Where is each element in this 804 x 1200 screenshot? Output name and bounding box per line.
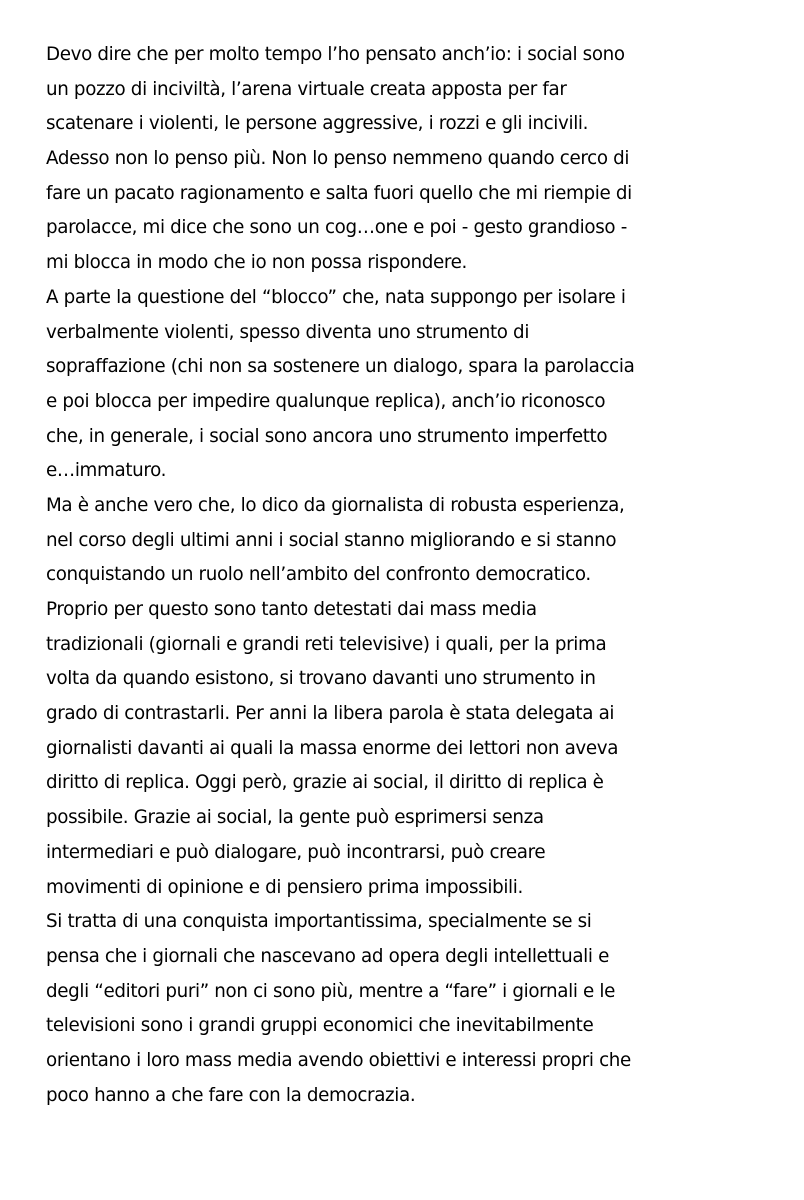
text-line: possibile. Grazie ai social, la gente può esprimersi senza: [46, 807, 544, 829]
text-line: Adesso non lo penso più. Non lo penso nemmeno quando cerco di: [46, 148, 630, 170]
text-line: Devo dire che per molto tempo l’ho pensato anch’io: i social sono: [46, 44, 625, 65]
text-line: diritto di replica. Oggi però, grazie ai social, il diritto di replica è: [46, 772, 604, 794]
text-line: degli “editori puri” non ci sono più, mentre a “fare” i giornali e le: [46, 980, 615, 1002]
text-line: giornalisti davanti ai quali la massa enorme dei lettori non aveva: [46, 737, 619, 759]
text-line: movimenti di opinione e di pensiero prima impossibili.: [46, 876, 523, 898]
text-line: grado di contrastarli. Per anni la libera parola è stata delegata ai: [46, 703, 615, 725]
text-line: nel corso degli ultimi anni i social stanno migliorando e si stanno: [46, 529, 617, 551]
text-line: poco hanno a che fare con la democrazia.: [46, 1084, 416, 1106]
text-line: un pozzo di inciviltà, l’arena virtuale creata apposta per far: [46, 78, 567, 100]
text-line: scatenare i violenti, le persone aggressive, i rozzi e gli incivili.: [46, 113, 589, 135]
text-line: Ma è anche vero che, lo dico da giornalista di robusta esperienza,: [46, 494, 625, 516]
text-line: sopraffazione (chi non sa sostenere un dialogo, spara la parolaccia: [46, 356, 635, 378]
text-line: Si tratta di una conquista importantissima, specialmente se si: [46, 911, 592, 933]
text-line: che, in generale, i social sono ancora uno strumento imperfetto: [46, 425, 608, 447]
text-line: intermediari e può dialogare, può incontrarsi, può creare: [46, 841, 546, 863]
text-line: orientano i loro mass media avendo obiettivi e interessi propri che: [46, 1049, 631, 1071]
text-line: pensa che i giornali che nascevano ad opera degli intellettuali e: [46, 945, 609, 967]
text-line: e poi blocca per impedire qualunque replica), anch’io riconosco: [46, 390, 606, 412]
article-text: [46, 38, 786, 1113]
text-line: e…immaturo.: [46, 460, 167, 482]
text-line: A parte la questione del “blocco” che, nata suppongo per isolare i: [46, 286, 626, 308]
text-line: verbalmente violenti, spesso diventa uno strumento di: [46, 321, 530, 343]
text-line: Proprio per questo sono tanto detestati dai mass media: [46, 599, 537, 620]
text-line: mi blocca in modo che io non possa rispondere.: [46, 252, 467, 274]
text-line: televisioni sono i grandi gruppi economici che inevitabilmente: [46, 1015, 594, 1037]
text-line: fare un pacato ragionamento e salta fuori quello che mi riempie di: [46, 182, 632, 204]
text-line: conquistando un ruolo nell’ambito del confronto democratico.: [46, 564, 591, 586]
text-line: tradizionali (giornali e grandi reti televisive) i quali, per la prima: [46, 633, 607, 655]
text-line: volta da quando esistono, si trovano davanti uno strumento in: [46, 668, 596, 690]
text-line: parolacce, mi dice che sono un cog…one e poi - gesto grandioso -: [46, 217, 627, 239]
